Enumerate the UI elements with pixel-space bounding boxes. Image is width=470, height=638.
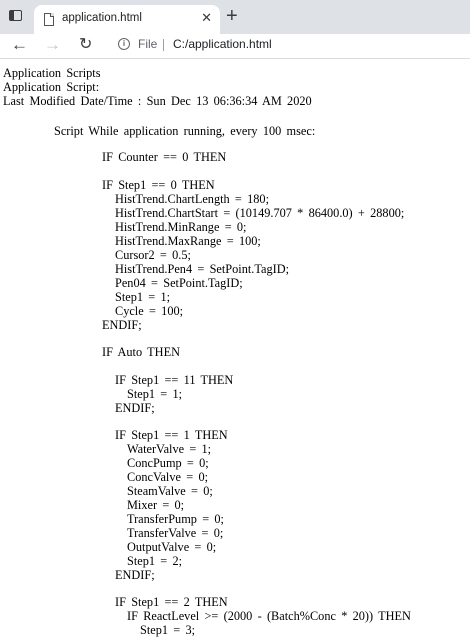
- code-line: IF ReactLevel >= (2000 - (Batch%Conc * 20)) THEN: [127, 609, 411, 623]
- code-line: HistTrend.ChartStart = (10149.707 * 86400.0) + 28800;: [115, 206, 405, 220]
- back-button[interactable]: ←: [11, 35, 28, 54]
- code-line: OutputValve = 0;: [127, 540, 217, 554]
- close-icon[interactable]: ✕: [201, 10, 212, 25]
- code-line: ENDIF;: [102, 318, 142, 332]
- code-line: IF Counter == 0 THEN: [102, 150, 227, 164]
- code-line: Pen04 = SetPoint.TagID;: [115, 276, 243, 290]
- file-icon: [44, 13, 54, 26]
- code-line: HistTrend.Pen4 = SetPoint.TagID;: [115, 262, 289, 276]
- last-modified: Last Modified Date/Time : Sun Dec 13 06:36:34 AM 2020: [3, 94, 312, 108]
- code-line: Cycle = 100;: [115, 304, 184, 318]
- code-line: ConcValve = 0;: [127, 470, 209, 484]
- code-line: IF Step1 == 11 THEN: [115, 373, 234, 387]
- code-line: Step1 = 2;: [127, 554, 183, 568]
- info-icon[interactable]: i: [118, 38, 130, 50]
- doc-title: Application Scripts: [3, 66, 101, 80]
- code-line: HistTrend.MaxRange = 100;: [115, 234, 261, 248]
- code-line: Step1 = 3;: [140, 623, 196, 637]
- code-line: IF Step1 == 2 THEN: [115, 595, 228, 609]
- address-bar[interactable]: C:/application.html: [173, 37, 272, 51]
- code-line: SteamValve = 0;: [127, 484, 213, 498]
- code-line: ENDIF;: [115, 568, 155, 582]
- forward-button[interactable]: →: [44, 35, 61, 54]
- code-line: Step1 = 1;: [127, 387, 183, 401]
- window-menu-icon[interactable]: [9, 10, 22, 21]
- code-line: ConcPump = 0;: [127, 456, 209, 470]
- code-line: IF Step1 == 0 THEN: [102, 178, 215, 192]
- tab-bar: [0, 0, 470, 34]
- address-divider: [163, 39, 164, 51]
- code-line: Cursor2 = 0.5;: [115, 248, 191, 262]
- code-line: TransferValve = 0;: [127, 526, 224, 540]
- file-label: File: [138, 37, 158, 51]
- tab-title: application.html: [62, 12, 142, 24]
- code-line: HistTrend.ChartLength = 180;: [115, 192, 269, 206]
- code-line: HistTrend.MinRange = 0;: [115, 220, 247, 234]
- code-line: ENDIF;: [115, 401, 155, 415]
- new-tab-button[interactable]: +: [226, 5, 238, 27]
- code-line: WaterValve = 1;: [127, 442, 212, 456]
- page-content: [0, 59, 470, 638]
- navigation-toolbar: [0, 34, 470, 59]
- code-line: TransferPump = 0;: [127, 512, 224, 526]
- script-intro: Script While application running, every 100 msec:: [54, 124, 316, 138]
- code-line: IF Auto THEN: [102, 345, 180, 359]
- tab-application[interactable]: [34, 5, 220, 34]
- code-line: Step1 = 1;: [115, 290, 171, 304]
- reload-button[interactable]: ↻: [79, 36, 93, 53]
- doc-subtitle: Application Script:: [3, 80, 100, 94]
- code-line: IF Step1 == 1 THEN: [115, 428, 228, 442]
- code-line: Mixer = 0;: [127, 498, 185, 512]
